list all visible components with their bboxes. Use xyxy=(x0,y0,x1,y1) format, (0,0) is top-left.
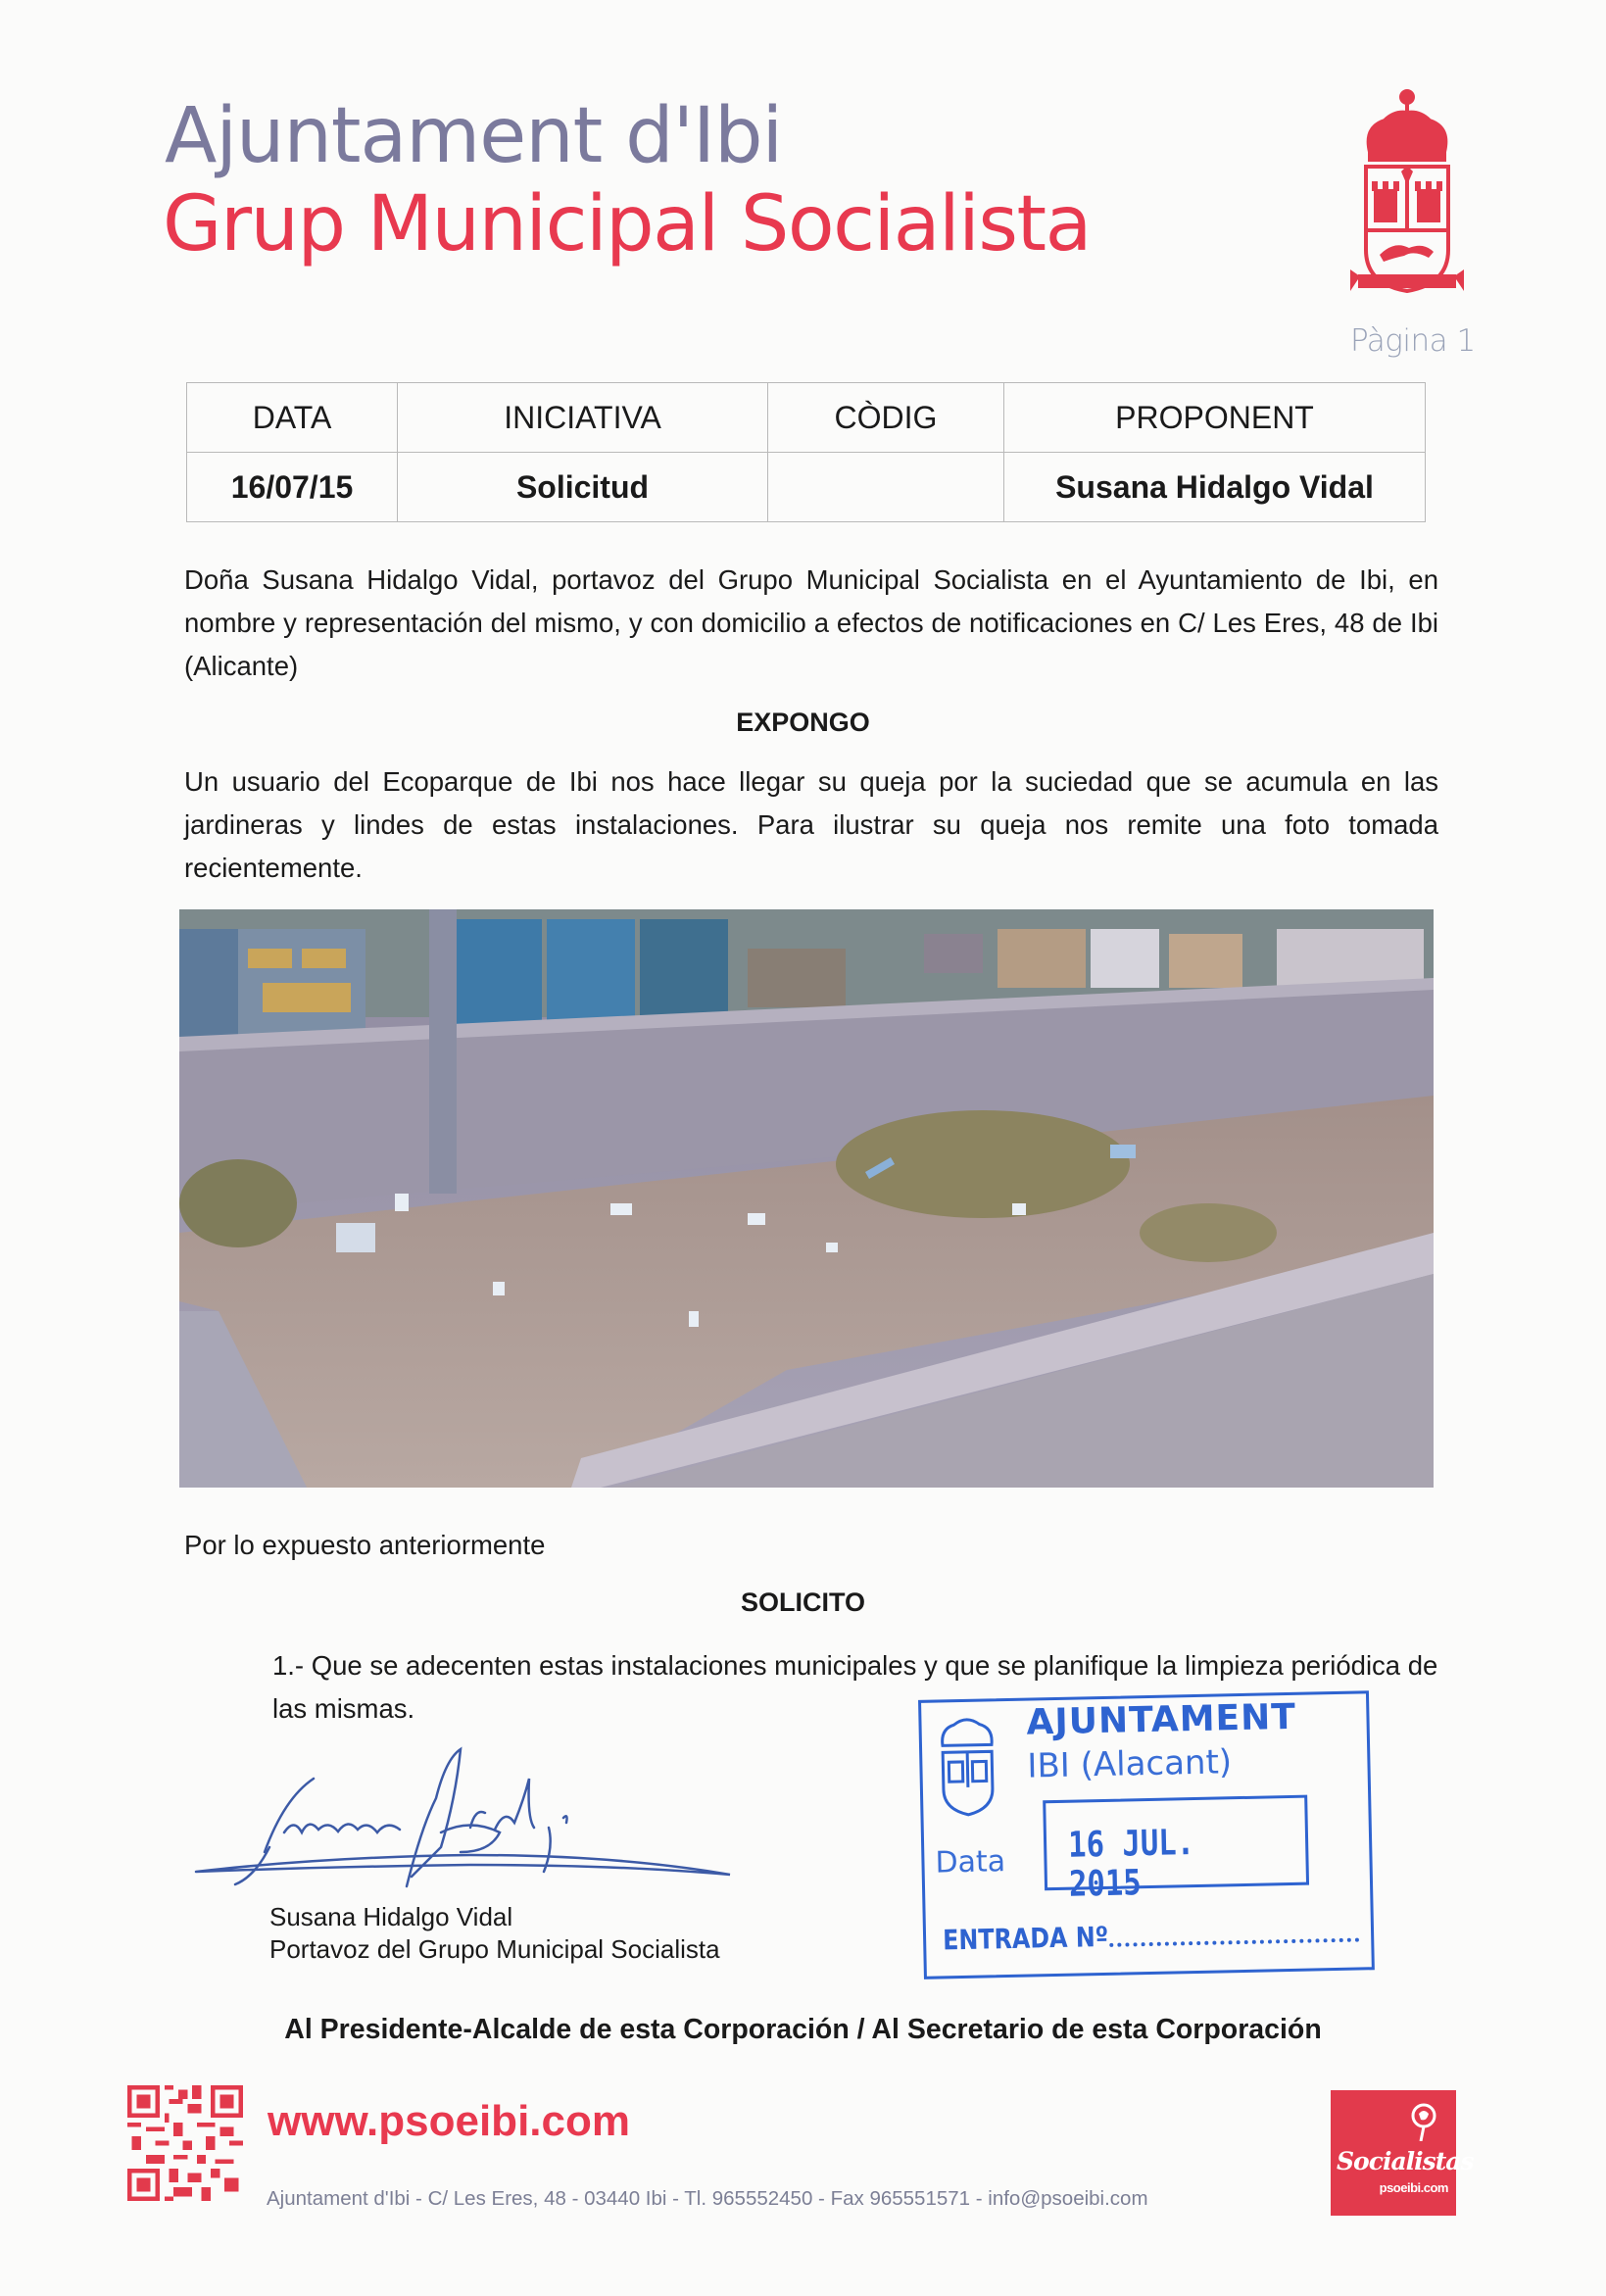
stamp-subtitle: IBI (Alacant) xyxy=(1027,1742,1233,1786)
solicito-item-number: 1.- xyxy=(272,1650,305,1681)
info-table-value-row xyxy=(187,453,1426,522)
col-header-iniciativa: INICIATIVA xyxy=(398,383,768,453)
signer-name: Susana Hidalgo Vidal xyxy=(269,1902,513,1931)
contact-line: Ajuntament d'Ibi - C/ Les Eres, 48 - 03440 Ibi - Tl. 965552450 - Fax 965551571 - info@psoeibi.com xyxy=(267,2187,1148,2210)
header-group-name: Grup Municipal Socialista xyxy=(163,180,1091,269)
stamp-date-box xyxy=(1043,1795,1309,1905)
stamp-date: 16 JUL. 2015 xyxy=(1067,1823,1195,1905)
col-header-proponent: PROPONENT xyxy=(1004,383,1426,453)
logo-url: psoeibi.com xyxy=(1379,2180,1448,2195)
cell-codig xyxy=(768,453,1004,522)
info-table xyxy=(186,382,1426,522)
info-table-header-row xyxy=(187,383,1426,453)
logo-word: Socialistas xyxy=(1337,2147,1474,2175)
rose-fist-icon xyxy=(1407,2102,1440,2141)
expongo-paragraph: Un usuario del Ecoparque de Ibi nos hace llegar su queja por la suciedad que se acumula en las jardineras y lindes de estas instalaciones. Para ilustrar su queja nos remite una foto tomada recientemente. xyxy=(184,766,1438,883)
registration-stamp xyxy=(918,1690,1380,1984)
litter-photo xyxy=(179,909,1434,1488)
stamp-title: AJUNTAMENT xyxy=(1026,1696,1297,1743)
col-header-codig: CÒDIG xyxy=(768,383,1004,453)
header-ajuntament: Ajuntament d'Ibi xyxy=(165,92,783,180)
col-header-data: DATA xyxy=(187,383,398,453)
psoe-logo xyxy=(1331,2090,1474,2216)
expongo-heading: EXPONGO xyxy=(736,708,870,737)
stamp-crest-icon xyxy=(932,1710,1002,1824)
solicito-item-text: Que se adecenten estas instalaciones municipales y que se planifique la limpieza periódica de las mismas. xyxy=(272,1650,1438,1724)
solicito-heading: SOLICITO xyxy=(740,1588,865,1617)
cell-proponent: Susana Hidalgo Vidal xyxy=(1004,453,1426,522)
intro-paragraph: Doña Susana Hidalgo Vidal, portavoz del Grupo Municipal Socialista en el Ayuntamiento de Ibi, en nombre y representación del mismo, y con domicilio a efectos de notificaciones en C/ Les Eres, 48 de Ibi (Alicante) xyxy=(184,564,1438,681)
handwritten-signature xyxy=(176,1739,735,1896)
cell-iniciativa: Solicitud xyxy=(398,453,768,522)
qr-code-icon[interactable] xyxy=(127,2085,243,2201)
coat-of-arms-icon xyxy=(1350,83,1464,304)
website-link[interactable]: www.psoeibi.com xyxy=(268,2097,630,2145)
cell-data: 16/07/15 xyxy=(187,453,398,522)
stamp-date-label: Data xyxy=(935,1844,1006,1881)
signer-role: Portavoz del Grupo Municipal Socialista xyxy=(269,1934,720,1964)
page-number: Pàgina 1 xyxy=(1350,323,1476,359)
closing-intro: Por lo expuesto anteriormente xyxy=(184,1530,546,1560)
addressee: Al Presidente-Alcalde de esta Corporación / Al Secretario de esta Corporación xyxy=(284,2014,1322,2045)
signer-block xyxy=(269,1901,720,1966)
stamp-entry-label: ENTRADA Nº xyxy=(942,1920,1109,1957)
